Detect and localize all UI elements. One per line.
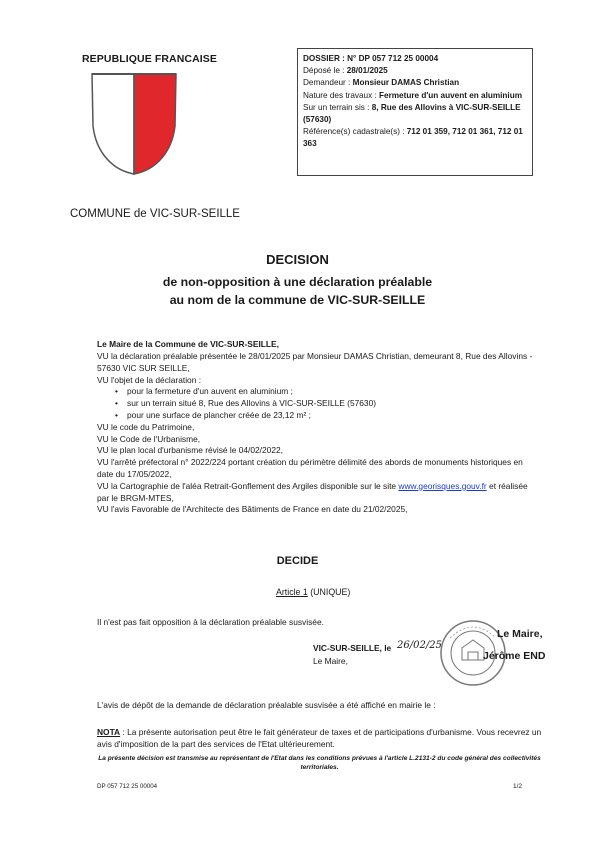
page-number: 1/2 <box>513 783 523 790</box>
objet-bullet-list <box>97 386 537 421</box>
footer-reference: DP 057 712 25 00004 <box>97 783 158 790</box>
reference-cadastrale-row: Référence(s) cadastrale(s) : 712 01 359, 712 01 361, 712 01 363 <box>303 127 523 149</box>
transmission-notice: La présente décision est transmise au représentant de l'Etat dans les conditions prévues à l'article L.2131-2 du code général des collectivités territoriales. <box>98 755 541 771</box>
list-item: • sur un terrain situé 8, Rue des Allovins à VIC-SUR-SEILLE (57630) <box>115 398 537 410</box>
vu-declaration: VU la déclaration préalable présentée le 28/01/2025 par Monsieur DAMAS Christian, demeurant 8, Rue des Allovins - 57630 VIC SUR SEILLE, <box>97 351 533 373</box>
terrain-row: Sur un terrain sis : 8, Rue des Allovins à VIC-SUR-SEILLE (57630) <box>303 102 521 125</box>
decision-subtitle-1: de non-opposition à une déclaration préalable <box>162 275 433 289</box>
signatory-title: Le Maire, <box>497 628 543 640</box>
dossier-info-box <box>297 48 533 176</box>
list-item: • pour la fermeture d'un auvent en aluminium ; <box>115 386 537 398</box>
nota-notice: NOTA : La présente autorisation peut être le fait générateur de taxes et de participations d'urbanisme. Vous recevrez un avis d'imposition de la part des services de l'Etat ultérieurement. <box>97 727 542 749</box>
list-item: • pour une surface de plancher créée de 23,12 m² ; <box>115 410 537 422</box>
article-heading: Article 1 (UNIQUE) <box>276 587 351 597</box>
vu-cartographie: VU la Cartographie de l'aléa Retrait-Gonflement des Argiles disponible sur le site www.georisques.gouv.fr et réalisée par le BRGM-MTES, <box>97 480 528 503</box>
place-date-label: VIC-SUR-SEILLE, le <box>313 643 392 653</box>
considerants-block <box>97 351 537 516</box>
demandeur-row: Demandeur : Monsieur DAMAS Christian <box>303 78 460 88</box>
dossier-number-row: DOSSIER : N° DP 057 712 25 00004 <box>303 54 439 63</box>
mayor-intro: Le Maire de la Commune de VIC-SUR-SEILLE, <box>97 339 279 349</box>
coat-of-arms-shield-icon <box>88 70 180 178</box>
vu-urbanisme: VU le Code de l'Urbanisme, <box>97 433 201 444</box>
vu-abf: VU l'avis Favorable de l'Architecte des Bâtiments de France en date du 21/02/2025, <box>97 504 408 515</box>
signatory-name: Jérôme END <box>483 650 546 662</box>
signatory-left-label: Le Maire, <box>313 656 348 666</box>
vu-arrete: VU l'arrêté préfectoral n° 2022/224 portant création du périmètre délimité des abords de monuments historiques en date du 17/05/2022, <box>97 457 523 479</box>
commune-label: COMMUNE de VIC-SUR-SEILLE <box>70 208 240 220</box>
decide-heading: DECIDE <box>276 555 319 567</box>
non-opposition-text: Il n'est pas fait opposition à la déclaration préalable susvisée. <box>97 617 324 627</box>
vu-patrimoine: VU le code du Patrimoine, <box>97 421 195 432</box>
nature-travaux-row: Nature des travaux : Fermeture d'un auvent en aluminium <box>303 90 522 100</box>
decision-subtitle-2: au nom de la commune de VIC-SUR-SEILLE <box>169 293 426 307</box>
decision-title: DECISION <box>266 252 329 267</box>
vu-plu: VU le plan local d'urbanisme révisé le 04/02/2022, <box>97 445 283 456</box>
affichage-notice: L'avis de dépôt de la demande de déclaration préalable susvisée a été affiché en mairie le : <box>97 700 436 710</box>
handwritten-date: 26/02/25 <box>397 640 442 651</box>
vu-objet: VU l'objet de la déclaration : <box>97 374 202 385</box>
depose-row: Déposé le : 28/01/2025 <box>303 66 388 76</box>
republique-francaise-label: REPUBLIQUE FRANCAISE <box>82 53 218 65</box>
georisques-link[interactable]: www.georisques.gouv.fr <box>398 480 487 491</box>
